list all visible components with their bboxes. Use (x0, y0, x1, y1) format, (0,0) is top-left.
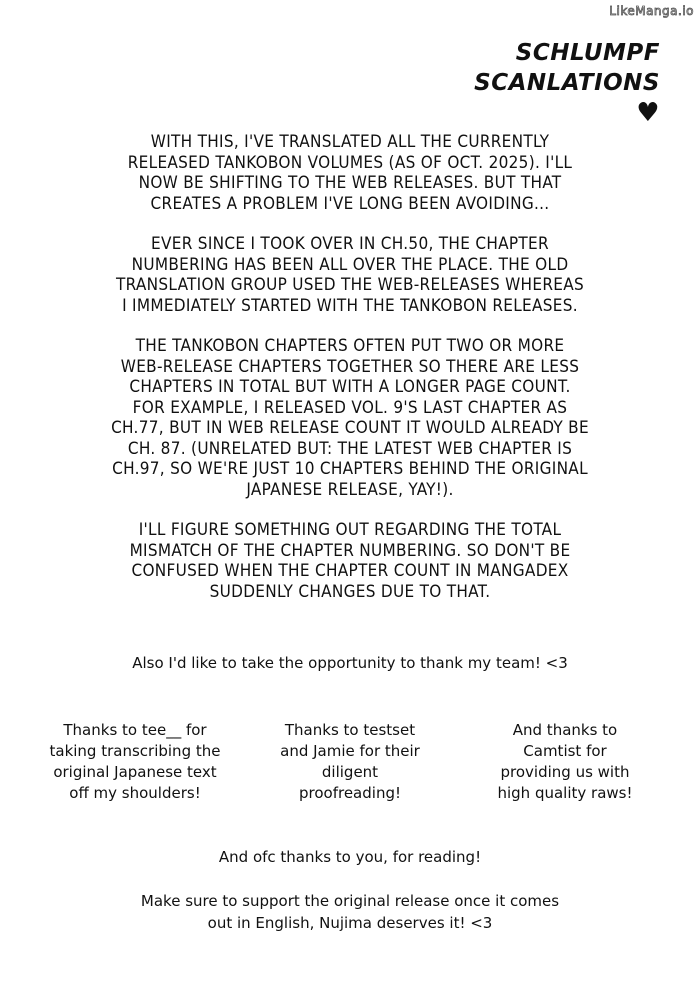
credit-proofreaders: Thanks to testset and Jamie for their diligent proofreading! (280, 721, 420, 802)
note-paragraph-4: I'LL FIGURE SOMETHING OUT REGARDING THE TOTAL MISMATCH OF THE CHAPTER NUMBERING. SO DON'T BE CONFUSED WHEN THE CHAPTER COUNT IN MANGADEX SUDDENLY CHANGES DUE TO THAT. (129, 520, 571, 602)
group-name-line1: SCHLUMPF (515, 40, 660, 66)
credit-raw-provider: And thanks to Camtist for providing us with high quality raws! (497, 721, 633, 802)
note-paragraph-1: WITH THIS, I'VE TRANSLATED ALL THE CURRENTLY RELEASED TANKOBON VOLUMES (AS OF OCT. 2025). I'LL NOW BE SHIFTING TO THE WEB RELEASES. BUT THAT CREATES A PROBLEM I'VE LONG BEEN AVOIDING... (127, 132, 573, 214)
thanks-team-line: Also I'd like to take the opportunity to thank my team! <3 (132, 654, 568, 672)
credit-transcriber: Thanks to tee__ for taking transcribing the original Japanese text off my shoulders! (49, 721, 221, 802)
note-paragraph-2: EVER SINCE I TOOK OVER IN CH.50, THE CHAPTER NUMBERING HAS BEEN ALL OVER THE PLACE. THE OLD TRANSLATION GROUP USED THE WEB-RELEASES WHEREAS I IMMEDIATELY STARTED WITH THE TANKOBON RELEASES. (116, 234, 584, 316)
note-paragraph-3: THE TANKOBON CHAPTERS OFTEN PUT TWO OR MORE WEB-RELEASE CHAPTERS TOGETHER SO THERE ARE LESS CHAPTERS IN TOTAL BUT WITH A LONGER PAGE COUNT. FOR EXAMPLE, I RELEASED VOL. 9'S LAST CHAPTER AS CH.77, BUT IN WEB RELEASE COUNT IT WOULD ALREADY BE CH. 87. (UNRELATED BUT: THE LATEST WEB CHAPTER IS CH.97, SO WE'RE JUST 10 CHAPTERS BEHIND THE ORIGINAL JAPANESE RELEASE, YAY!). (111, 336, 589, 500)
heart-icon: ♥ (636, 98, 660, 128)
group-name-line2: SCANLATIONS (474, 70, 660, 96)
reader-thanks-line: And ofc thanks to you, for reading! (218, 848, 482, 866)
translator-note (40, 132, 660, 622)
team-credits (30, 720, 670, 804)
site-watermark: LikeManga.io (609, 4, 694, 18)
support-original-note: Make sure to support the original release once it comes out in English, Nujima deserves it! <3 (140, 892, 560, 932)
scanlation-group-header (474, 38, 660, 126)
